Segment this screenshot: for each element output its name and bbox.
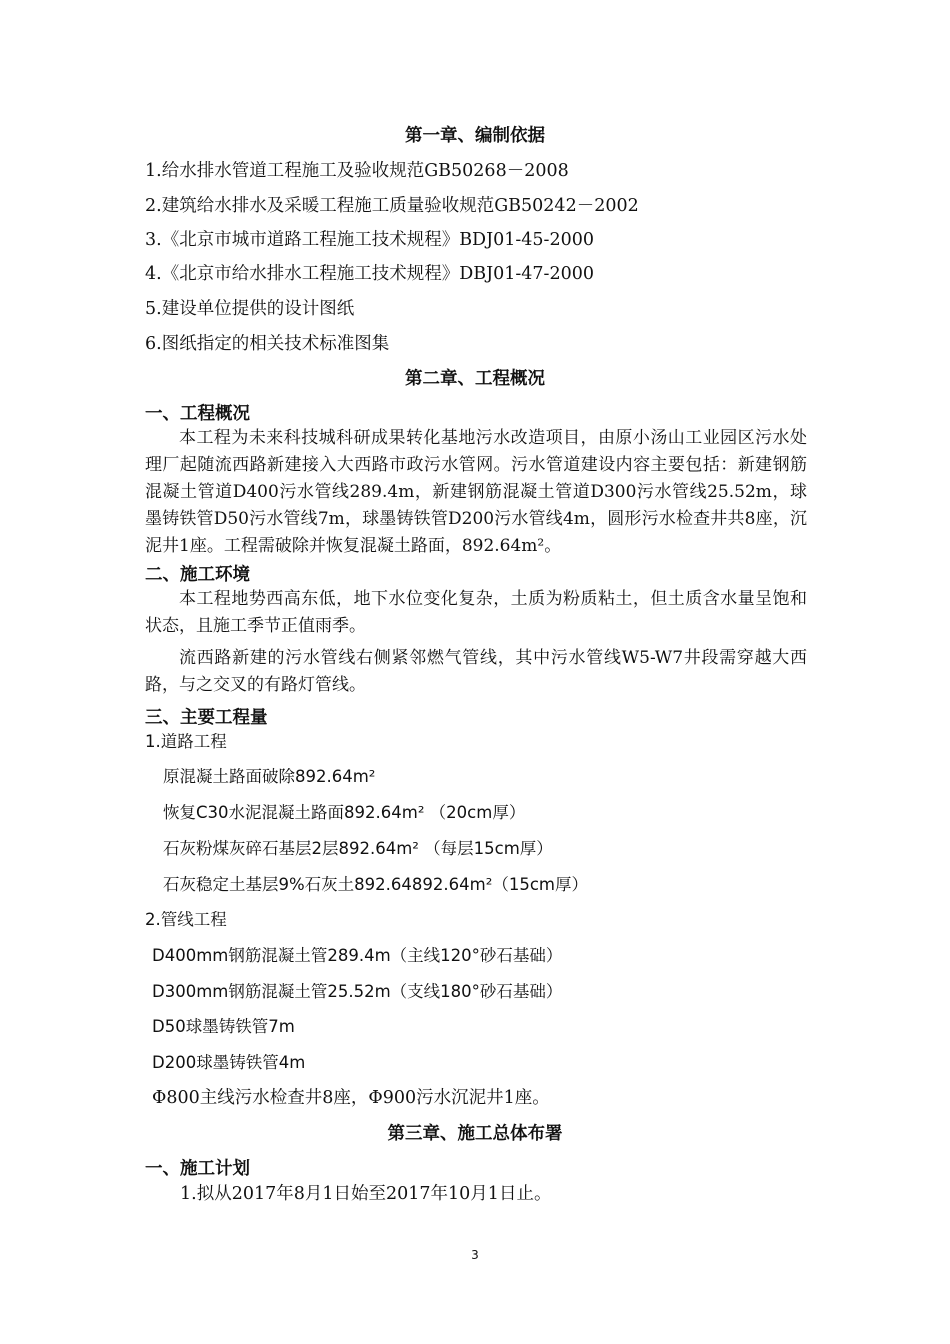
road-item-3: 石灰粉煤灰碎石基层2层892.64m² （每层15cm厚） bbox=[163, 839, 553, 858]
road-item-2: 恢复C30水泥混凝土路面892.64m² （20cm厚） bbox=[163, 803, 526, 822]
section-quantities-heading: 三、主要工程量 bbox=[145, 708, 268, 728]
pipe-item-4: D200球墨铸铁管4m bbox=[152, 1053, 306, 1072]
chapter-1-title: 第一章、编制依据 bbox=[405, 126, 545, 146]
reference-item-4: 4.《北京市给水排水工程施工技术规程》DBJ01-47-2000 bbox=[145, 264, 595, 284]
pipe-item-1: D400mm钢筋混凝土管289.4m（主线120°砂石基础） bbox=[152, 946, 563, 965]
environment-paragraph-1: 本工程地势西高东低，地下水位变化复杂，土质为粉质粘土，但土质含水量呈饱和状态，且施工季节正值雨季。 bbox=[145, 589, 807, 636]
chapter-2-title: 第二章、工程概况 bbox=[405, 369, 545, 389]
road-item-4: 石灰稳定土基层9%石灰土892.64892.64m²（15cm厚） bbox=[163, 875, 588, 894]
pipe-works-heading: 2.管线工程 bbox=[145, 910, 227, 929]
reference-item-2: 2.建筑给水排水及采暖工程施工质量验收规范GB50242－2002 bbox=[145, 196, 639, 216]
project-overview-paragraph: 本工程为未来科技城科研成果转化基地污水改造项目，由原小汤山工业园区污水处理厂起随流西路新建接入大西路市政污水管网。污水管道建设内容主要包括：新建钢筋混凝土管道D400污水管线289.4m，新建钢筋混凝土管道D300污水管线25.52m，球墨铸铁管D50污水管线7m，球墨铸铁管D200污水管线4m，圆形污水检查井共8座，沉泥井1座。工程需破除并恢复混凝土路面，892.64m²。 bbox=[145, 428, 807, 556]
pipe-item-2: D300mm钢筋混凝土管25.52m（支线180°砂石基础） bbox=[152, 982, 563, 1001]
reference-item-1: 1.给水排水管道工程施工及验收规范GB50268－2008 bbox=[145, 161, 569, 181]
construction-plan-text: 1.拟从2017年8月1日始至2017年10月1日止。 bbox=[180, 1184, 552, 1204]
environment-paragraph-2: 流西路新建的污水管线右侧紧邻燃气管线，其中污水管线W5-W7井段需穿越大西路，与之交叉的有路灯管线。 bbox=[145, 648, 807, 695]
chapter-3-title: 第三章、施工总体布署 bbox=[387, 1124, 563, 1144]
reference-item-6: 6.图纸指定的相关技术标准图集 bbox=[145, 334, 390, 354]
reference-item-5: 5.建设单位提供的设计图纸 bbox=[145, 299, 355, 319]
section-environment-heading: 二、施工环境 bbox=[145, 565, 250, 585]
road-item-1: 原混凝土路面破除892.64m² bbox=[163, 767, 376, 786]
pipe-item-5: Φ800主线污水检查井8座，Φ900污水沉泥井1座。 bbox=[152, 1088, 550, 1108]
section-project-overview-heading: 一、工程概况 bbox=[145, 404, 250, 424]
reference-item-3: 3.《北京市城市道路工程施工技术规程》BDJ01-45-2000 bbox=[145, 230, 595, 250]
page-number: 3 bbox=[471, 1248, 479, 1262]
pipe-item-3: D50球墨铸铁管7m bbox=[152, 1017, 295, 1036]
section-construction-plan-heading: 一、施工计划 bbox=[145, 1159, 250, 1179]
road-works-heading: 1.道路工程 bbox=[145, 732, 227, 751]
